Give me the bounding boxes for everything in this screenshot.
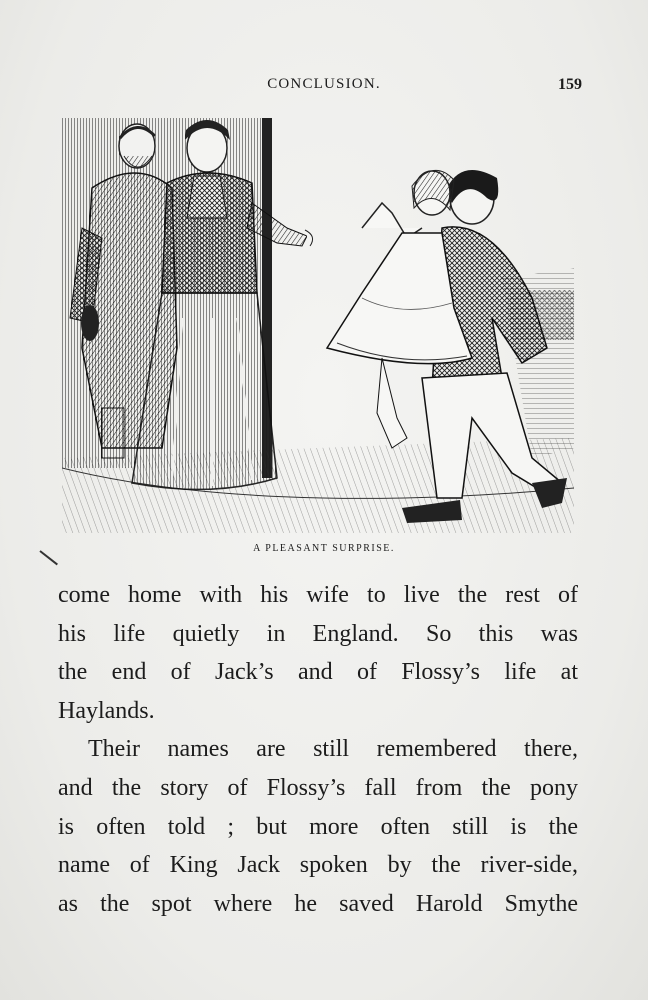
text-line: come home with his wife to live the rest of bbox=[58, 582, 578, 608]
text-line: as the spot where he saved Harold Smythe bbox=[58, 890, 578, 917]
illustration-caption: A PLEASANT SURPRISE. bbox=[253, 543, 395, 554]
page-number: 159 bbox=[558, 76, 582, 93]
text-line: name of King Jack spoken by the river-side, bbox=[58, 852, 578, 879]
text-line: his life quietly in England. So this was bbox=[58, 620, 578, 647]
text-line: Haylands. bbox=[58, 697, 155, 724]
body-text bbox=[58, 576, 578, 923]
engraving-illustration bbox=[62, 118, 574, 533]
text-line: and the story of Flossy’s fall from the pony bbox=[58, 774, 578, 801]
text-line: is often told ; but more often still is the bbox=[58, 813, 578, 840]
text-line: Their names are still remembered there, bbox=[88, 736, 578, 763]
running-head: CONCLUSION. bbox=[267, 76, 381, 92]
page-header bbox=[0, 76, 648, 96]
text-line: the end of Jack’s and of Flossy’s life at bbox=[58, 659, 578, 686]
